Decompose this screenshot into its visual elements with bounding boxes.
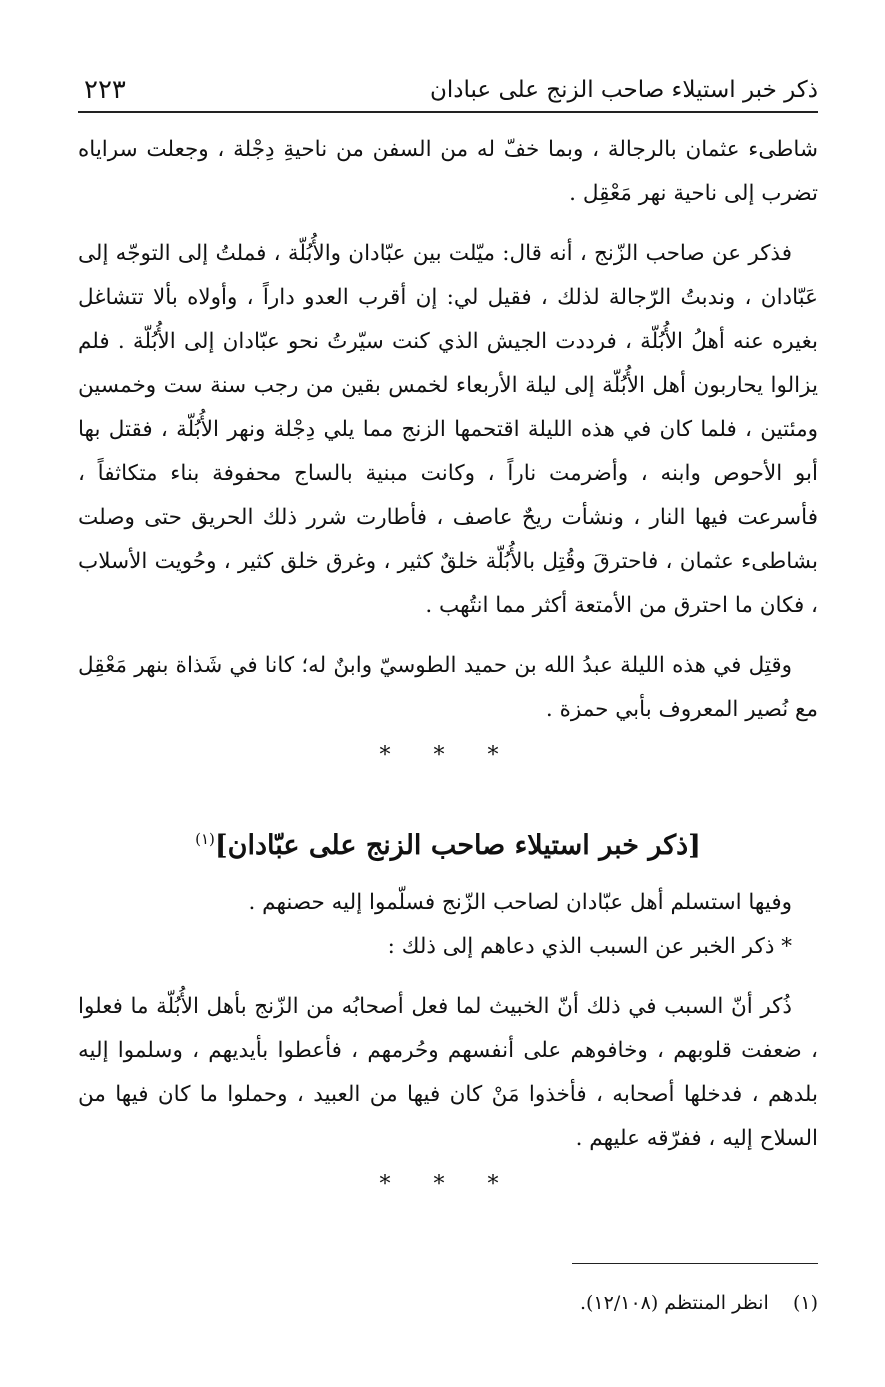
page-header bbox=[78, 70, 818, 110]
section-paragraph-3: ذُكر أنّ السبب في ذلك أنّ الخبيث لما فعل أصحابُه من الزّنج بأهل الأُبُلّة ما فعلوا ، ضعفت قلوبهم ، وخافوهم على أنفسهم وحُرمهم ، فأعطوا بأيديهم ، وسلموا إليه بلدهم ، فدخلها أصحابه ، فأخذوا مَنْ كان فيها من العبيد ، وحملوا ما كان فيها من السلاح إليه ، ففرّقه عليهم . bbox=[78, 994, 818, 1151]
footnote bbox=[580, 1288, 818, 1318]
separator-1: * * * bbox=[379, 743, 517, 768]
footnote-text: انظر المنتظم (١٢/١٠٨). bbox=[579, 1292, 769, 1314]
running-title: ذكر خبر استيلاء صاحب الزنج على عبادان bbox=[429, 77, 818, 103]
section-title-text: [ذكر خبر استيلاء صاحب الزنج على عبّادان] bbox=[214, 830, 701, 861]
header-rule bbox=[78, 111, 818, 113]
paragraph-2: فذكر عن صاحب الزّنج ، أنه قال: ميّلت بين عبّادان والأُبُلّة ، فملتُ إلى التوجّه إلى عَبّادان ، وندبتُ الرّجالة لذلك ، فقيل لي: إن أقرب العدو داراً ، وأولاه بألا تتشاغل بغيره عنه أهلُ الأُبُلّة ، فرددت الجيش الذي كنت سيّرتُ نحو عبّادان إلى الأُبُلّة . فلم يزالوا يحاربون أهل الأُبُلّة إلى ليلة الأربعاء لخمس بقين من رجب سنة ست وخمسين ومئتين ، فلما كان في هذه الليلة اقتحمها الزنج مما يلي دِجْلة ونهر الأُبُلّة ، فقتل بها أبو الأحوص وابنه ، وأضرمت ناراً ، وكانت مبنية بالساج محفوفة بناء متكاثفاً ، فأسرعت فيها النار ، ونشأت ريحٌ عاصف ، فأطارت شرر ذلك الحريق حتى وصلت بشاطىء عثمان ، فاحترقَ وقُتِل بالأُبُلّة خلقٌ كثير ، وغرق خلق كثير ، وحُويت الأسلاب ، فكان ما احترق من الأمتعة أكثر مما انتُهب . bbox=[78, 241, 818, 618]
section-footnote-marker: (١) bbox=[195, 830, 215, 848]
section-paragraph-1: وفيها استسلم أهل عبّادان لصاحب الزّنج فسلّموا إليه حصنهم . bbox=[248, 890, 792, 915]
separator-2: * * * bbox=[379, 1172, 517, 1197]
section-paragraph-2: * ذكر الخبر عن السبب الذي دعاهم إلى ذلك : bbox=[387, 934, 792, 959]
paragraph-1: شاطىء عثمان بالرجالة ، وبما خفّ له من السفن من ناحيةِ دِجْلة ، وجعلت سراياه تضرب إلى ناحية نهر مَعْقِل . bbox=[78, 137, 818, 206]
page-number: ٢٢٣ bbox=[84, 75, 126, 105]
book-page bbox=[78, 60, 818, 1360]
paragraph-3: وقتِل في هذه الليلة عبدُ الله بن حميد الطوسيّ وابنٌ له؛ كانا في شَذاة بنهر مَعْقِل مع نُصير المعروف بأبي حمزة . bbox=[78, 653, 818, 722]
footnote-number: (١) bbox=[792, 1292, 818, 1314]
footnote-rule bbox=[572, 1263, 818, 1264]
main-text bbox=[78, 128, 818, 1209]
section-title bbox=[78, 814, 818, 871]
